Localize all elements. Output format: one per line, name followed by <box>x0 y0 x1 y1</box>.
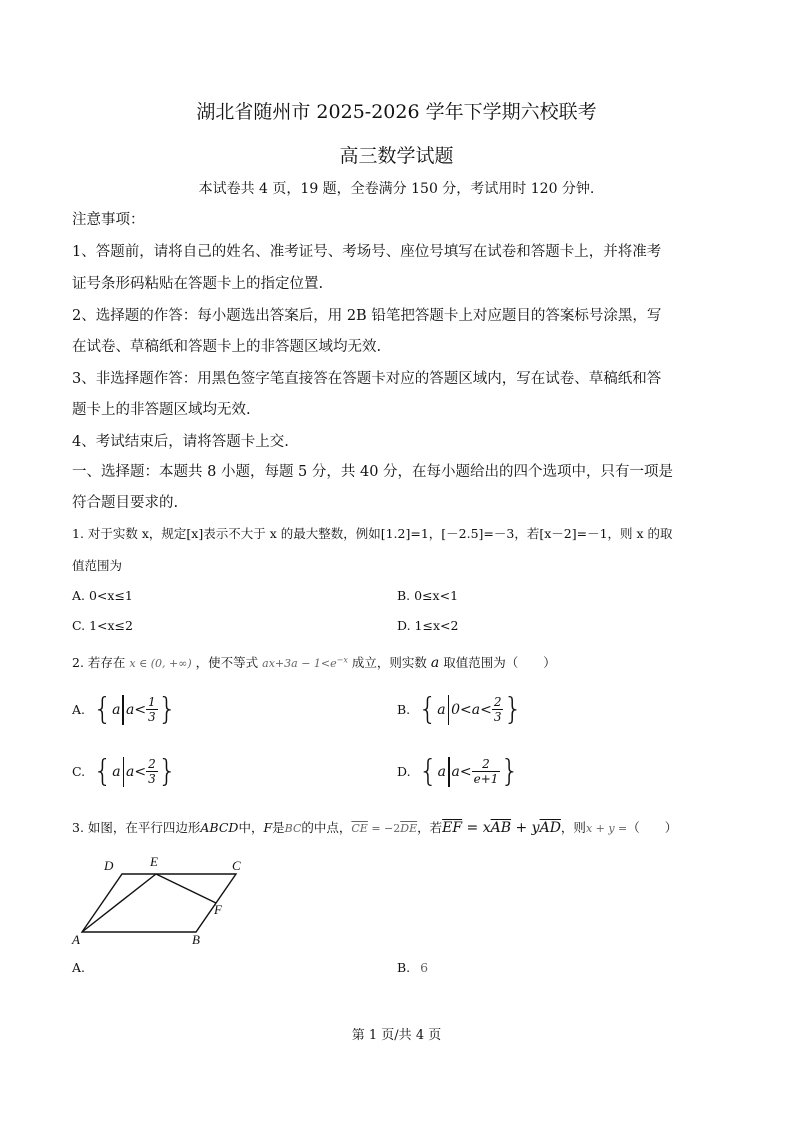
exam-info: 本试卷共 4 页，19 题，全卷满分 150 分，考试用时 120 分钟. <box>198 181 595 197</box>
q1-option-b: B. 0≤x<1 <box>397 588 459 603</box>
q2-option-b: B. { a 0<a< $\frac{2}{3}$ } <box>397 692 523 727</box>
note-line: 4、考试结束后，请将答题卡上交. <box>72 434 289 450</box>
exam-title: 湖北省随州市 2025-2026 学年下学期六校联考 <box>196 101 597 123</box>
q1-option-a: A. 0<x≤1 <box>72 588 133 603</box>
q1-option-d: D. 1≤x<2 <box>397 618 459 633</box>
q3-option-b: B. 6 <box>397 960 429 975</box>
note-line: 1、答题前，请将自己的姓名、准考证号、考场号、座位号填写在试卷和答题卡上，并将准考 <box>72 244 662 260</box>
question-2-text <box>72 653 556 671</box>
label-e: E <box>150 854 158 869</box>
notes-heading: 注意事项： <box>72 212 145 228</box>
note-line: 2、选择题的作答：每小题选出答案后，用 2B 铅笔把答题卡上对应题目的答案标号涂黑，写 <box>72 308 662 324</box>
note-line: 证号条形码粘贴在答题卡上的指定位置. <box>72 276 324 292</box>
q2-var: a <box>430 655 440 671</box>
page-footer: 第 1 页/共 4 页 <box>351 1028 442 1043</box>
parallelogram-abcd <box>82 874 236 932</box>
q2-mid: ，使不等式 <box>195 655 259 670</box>
question-1-text-cont: 值范围为 <box>72 558 123 573</box>
note-line: 题卡上的非答题区域均无效. <box>72 402 251 418</box>
exam-subject-title: 高三数学试题 <box>339 145 454 167</box>
label-a: A <box>72 932 80 946</box>
q2-option-c: C. { a a< $\frac{2}{3}$ } <box>72 754 177 789</box>
q2-option-a: A. { a a< $\frac{1}{3}$ } <box>72 692 177 727</box>
note-line: 在试卷、草稿纸和答题卡上的非答题区域均无效. <box>72 339 382 355</box>
section-heading: 一、选择题：本题共 8 小题，每题 5 分，共 40 分，在每小题给出的四个选项中，只有一项是 <box>72 464 674 480</box>
label-d: D <box>104 858 114 873</box>
q2-inequality: $ax+3a - 1<e^{-x}$ <box>262 655 348 670</box>
segment-ef <box>156 874 216 903</box>
q2-option-d: D. { a a< $\frac{2}{e+1}$ } <box>397 754 520 789</box>
question-1-text: 1. 对于实数 x，规定[x]表示不大于 x 的最大整数，例如[1.2]=1，[－2.5]=－3，若[x－2]=－1，则 x 的取 <box>72 526 673 541</box>
q3-option-a: A. <box>72 960 86 975</box>
q2-condition: x ∈ (0, +∞) <box>129 657 192 670</box>
note-line: 3、非选择题作答：用黑色签字笔直接答在答题卡对应的答题区域内，写在试卷、草稿纸和答 <box>72 371 662 387</box>
q1-option-c: C. 1<x≤2 <box>72 618 133 633</box>
label-f: F <box>214 902 222 917</box>
q2-mid2: 成立，则实数 <box>351 655 427 670</box>
label-c: C <box>232 858 241 873</box>
label-b: B <box>192 932 200 946</box>
question-3-text: 3. 如图，在平行四边形ABCD中，F是BC的中点，$\overline{CE} = -2\overline{DE}$，若$\overline{EF} = x\overline{AB} + y\overline{AD}$，则x + y =（ ） <box>72 820 678 836</box>
segment-ae <box>82 874 156 932</box>
parallelogram-figure <box>70 854 250 946</box>
q2-suffix: 取值范围为（ ） <box>443 655 556 670</box>
q2-prefix: 2. 若存在 <box>72 655 126 670</box>
section-heading-cont: 符合题目要求的. <box>72 495 179 511</box>
